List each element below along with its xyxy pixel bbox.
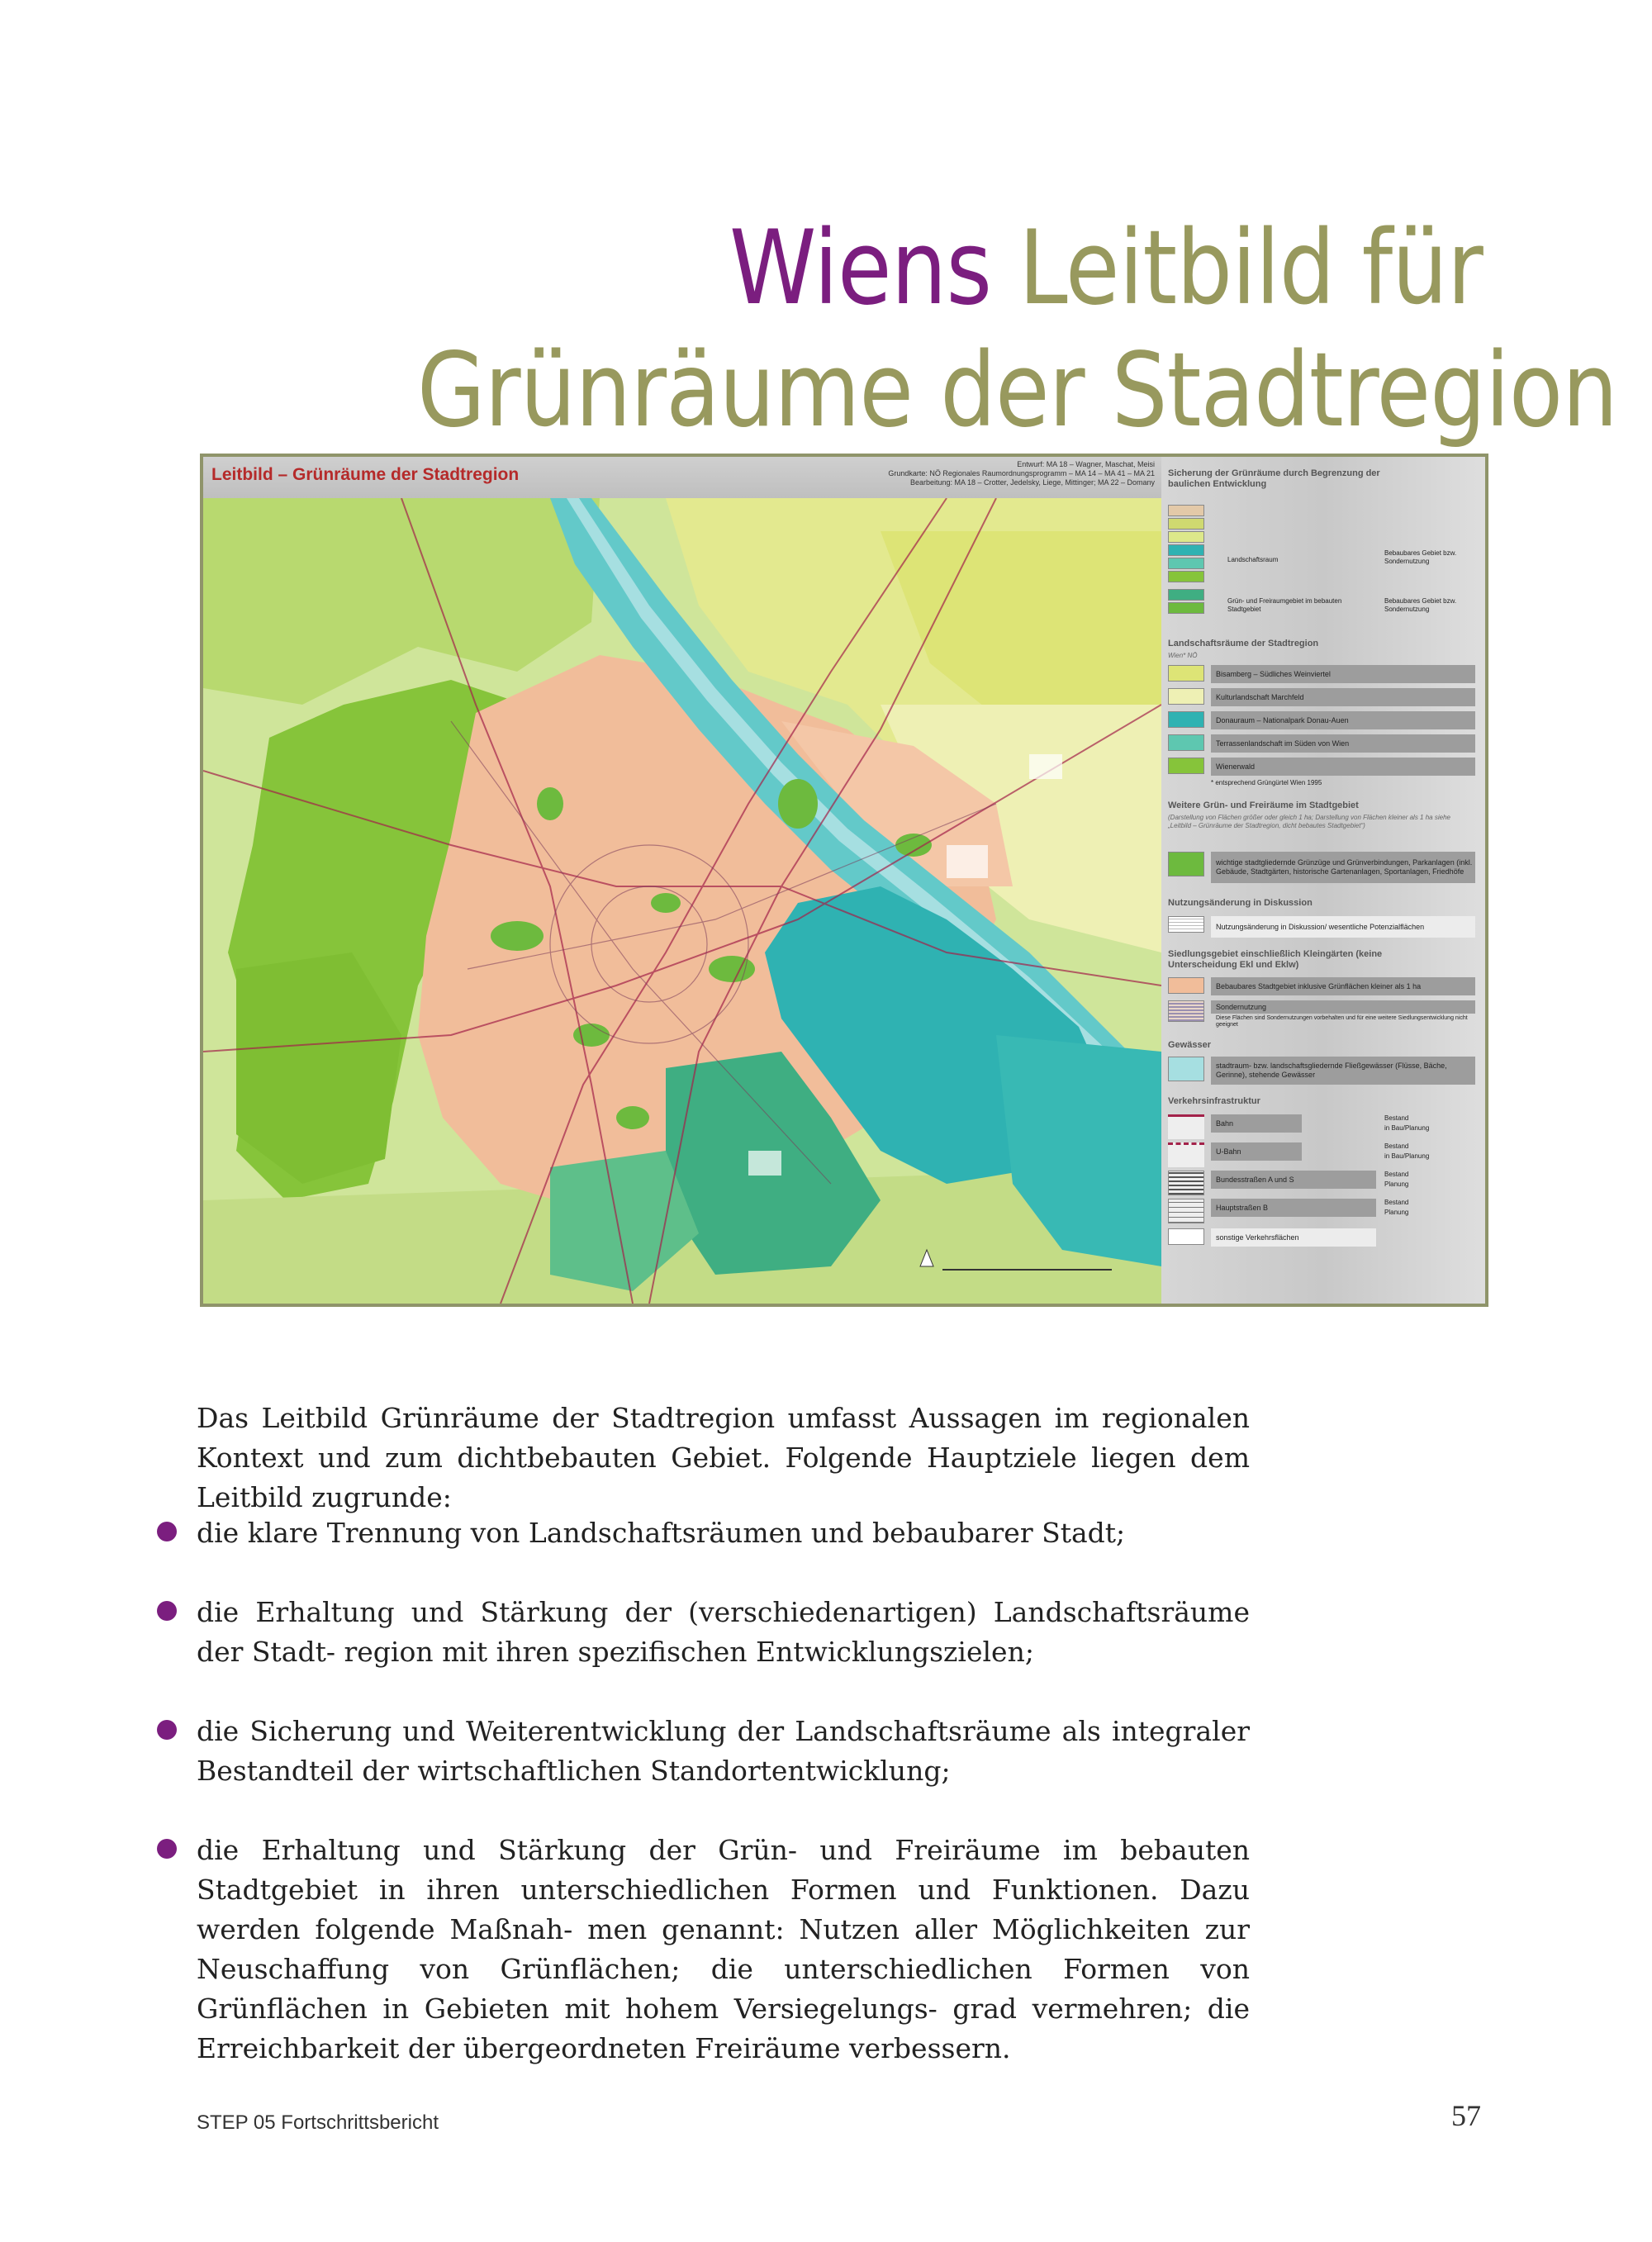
page-title: [417, 207, 1617, 452]
legend-bahn-row: Bahn: [1211, 1114, 1302, 1133]
map-header: [203, 457, 1161, 498]
legend-ls-row: Terrassenlandschaft im Süden von Wien: [1211, 734, 1475, 753]
legend-bebaubares-row: Bebaubares Stadtgebiet inklusive Grünflächen kleiner als 1 ha: [1211, 977, 1475, 995]
bullet-dot-icon: [157, 1839, 177, 1859]
title-line2: Grünräume der Stadtregion: [417, 331, 1617, 451]
legend-ls-row: Bisamberg – Südliches Weinviertel: [1211, 665, 1475, 683]
map-drawing: [203, 457, 1161, 1304]
map-credit-line: Grundkarte: NÖ Regionales Raumordnungsprogramm – MA 14 – MA 41 – MA 21: [888, 469, 1155, 477]
list-item: die Sicherung und Weiterentwicklung der Landschaftsräume als integraler Bestandteil der wirtschaftlichen Standortentwicklung;: [197, 1712, 1250, 1791]
legend-sondernutzung-sub: Diese Flächen sind Sondernutzungen vorbehalten und für eine weitere Siedlungsentwicklung nicht geeignet: [1216, 1015, 1468, 1028]
legend-ls-row: Kulturlandschaft Marchfeld: [1211, 688, 1475, 706]
legend-haupt-row: Hauptstraßen B: [1211, 1199, 1376, 1217]
legend-landschaftsraum: Landschaftsraum: [1227, 556, 1279, 563]
list-item: die klare Trennung von Landschaftsräumen und bebaubarer Stadt;: [197, 1513, 1250, 1553]
legend-heading: Weitere Grün- und Freiräume im Stadtgebiet: [1168, 800, 1359, 810]
legend-inbau: in Bau/Planung: [1384, 1152, 1430, 1160]
map-legend: [1161, 457, 1485, 1304]
legend-heading: Siedlungsgebiet einschließlich Kleingärten (keine Unterscheidung Ekl und Eklw): [1168, 949, 1383, 970]
legend-sonstige-row: sonstige Verkehrsflächen: [1211, 1228, 1376, 1247]
legend-bestand: Bestand: [1384, 1114, 1409, 1122]
legend-heading: Sicherung der Grünräume durch Begrenzung der baulichen Entwicklung: [1168, 468, 1380, 489]
bullet-dot-icon: [157, 1601, 177, 1621]
map-credit-line: Entwurf: MA 18 – Wagner, Maschat, Meisi: [1017, 460, 1155, 468]
goals-list: [197, 1513, 1250, 2069]
bullet-dot-icon: [157, 1720, 177, 1740]
map-figure: [200, 454, 1488, 1307]
map-credits: [808, 460, 1155, 487]
legend-planung: Planung: [1384, 1209, 1409, 1216]
legend-weitere-row: wichtige stadtgliedernde Grünzüge und Grünverbindungen, Parkanlagen (inkl. Gebäude, Stadtgärten, historische Gartenanlagen, Sportanlagen, Friedhöfe: [1211, 852, 1475, 883]
legend-heading: Landschaftsräume der Stadtregion: [1168, 639, 1319, 648]
legend-bestand: Bestand: [1384, 1171, 1409, 1178]
legend-ls-row: Wienerwald: [1211, 758, 1475, 776]
legend-gruen-frei: Grün- und Freiraumgebiet im bebauten Stadtgebiet: [1227, 597, 1342, 613]
legend-heading: Verkehrsinfrastruktur: [1168, 1096, 1260, 1106]
page-number: 57: [1451, 2099, 1481, 2132]
bullet-dot-icon: [157, 1522, 177, 1541]
map-credit-line: Bearbeitung: MA 18 – Crotter, Jedelsky, Liege, Mittinger; MA 22 – Domany: [910, 478, 1155, 487]
legend-ubahn-row: U-Bahn: [1211, 1142, 1302, 1161]
legend-bestand: Bestand: [1384, 1142, 1409, 1150]
legend-sub: Wien* NÖ: [1168, 652, 1198, 659]
legend-ls-row: Donauraum – Nationalpark Donau-Auen: [1211, 711, 1475, 729]
title-city: Wiens: [729, 209, 992, 329]
legend-heading: Nutzungsänderung in Diskussion: [1168, 898, 1313, 908]
legend-gewaesser-row: stadtraum- bzw. landschaftsgliedernde Fließgewässer (Flüsse, Bäche, Gerinne), stehende Gewässer: [1211, 1057, 1475, 1085]
list-item: die Erhaltung und Stärkung der (verschiedenartigen) Landschaftsräume der Stadt- region mit ihren spezifischen Entwicklungszielen;: [197, 1593, 1250, 1672]
footer-publication: STEP 05 Fortschrittsbericht: [197, 2111, 439, 2134]
intro-paragraph: Das Leitbild Grünräume der Stadtregion umfasst Aussagen im regionalen Kontext und zum dichtbebauten Gebiet. Folgende Hauptziele liegen dem Leitbild zugrunde:: [197, 1402, 1250, 1513]
legend-heading: Gewässer: [1168, 1040, 1211, 1050]
legend-sondernutzung-row: Sondernutzung: [1211, 1000, 1475, 1014]
legend-bestand: Bestand: [1384, 1199, 1409, 1206]
legend-nutzung-row: Nutzungsänderung in Diskussion/ wesentliche Potenzialflächen: [1211, 916, 1475, 938]
legend-sub: (Darstellung von Flächen größer oder gleich 1 ha; Darstellung von Flächen kleiner als 1 ha siehe „Leitbild – Grünräume der Stadtregion, dicht bebautes Stadtgebiet“): [1168, 814, 1450, 829]
legend-inbau: in Bau/Planung: [1384, 1124, 1430, 1132]
legend-bebaubar-2: Bebaubares Gebiet bzw. Sondernutzung: [1384, 597, 1457, 613]
map-area: [203, 457, 1161, 1304]
list-item: die Erhaltung und Stärkung der Grün- und Freiräume im bebauten Stadtgebiet in ihren unterschiedlichen Formen und Funktionen. Dazu werden folgende Maßnah- men genannt: Nutzen aller Möglichkeiten zur Neuschaffung von Grünflächen; die unterschiedlichen Formen von Grünflächen in Gebieten mit hohem Versiegelungs- grad vermehren; die Erreichbarkeit der übergeordneten Freiräume verbessern.: [197, 1831, 1250, 2069]
legend-bebaubar-1: Bebaubares Gebiet bzw. Sondernutzung: [1384, 549, 1457, 565]
title-line1-rest: Leitbild für: [991, 209, 1483, 329]
legend-planung: Planung: [1384, 1180, 1409, 1188]
legend-bundes-row: Bundesstraßen A und S: [1211, 1171, 1376, 1189]
map-title: Leitbild – Grünräume der Stadtregion: [211, 465, 520, 484]
legend-ls-note: * entsprechend Grüngürtel Wien 1995: [1211, 779, 1322, 786]
